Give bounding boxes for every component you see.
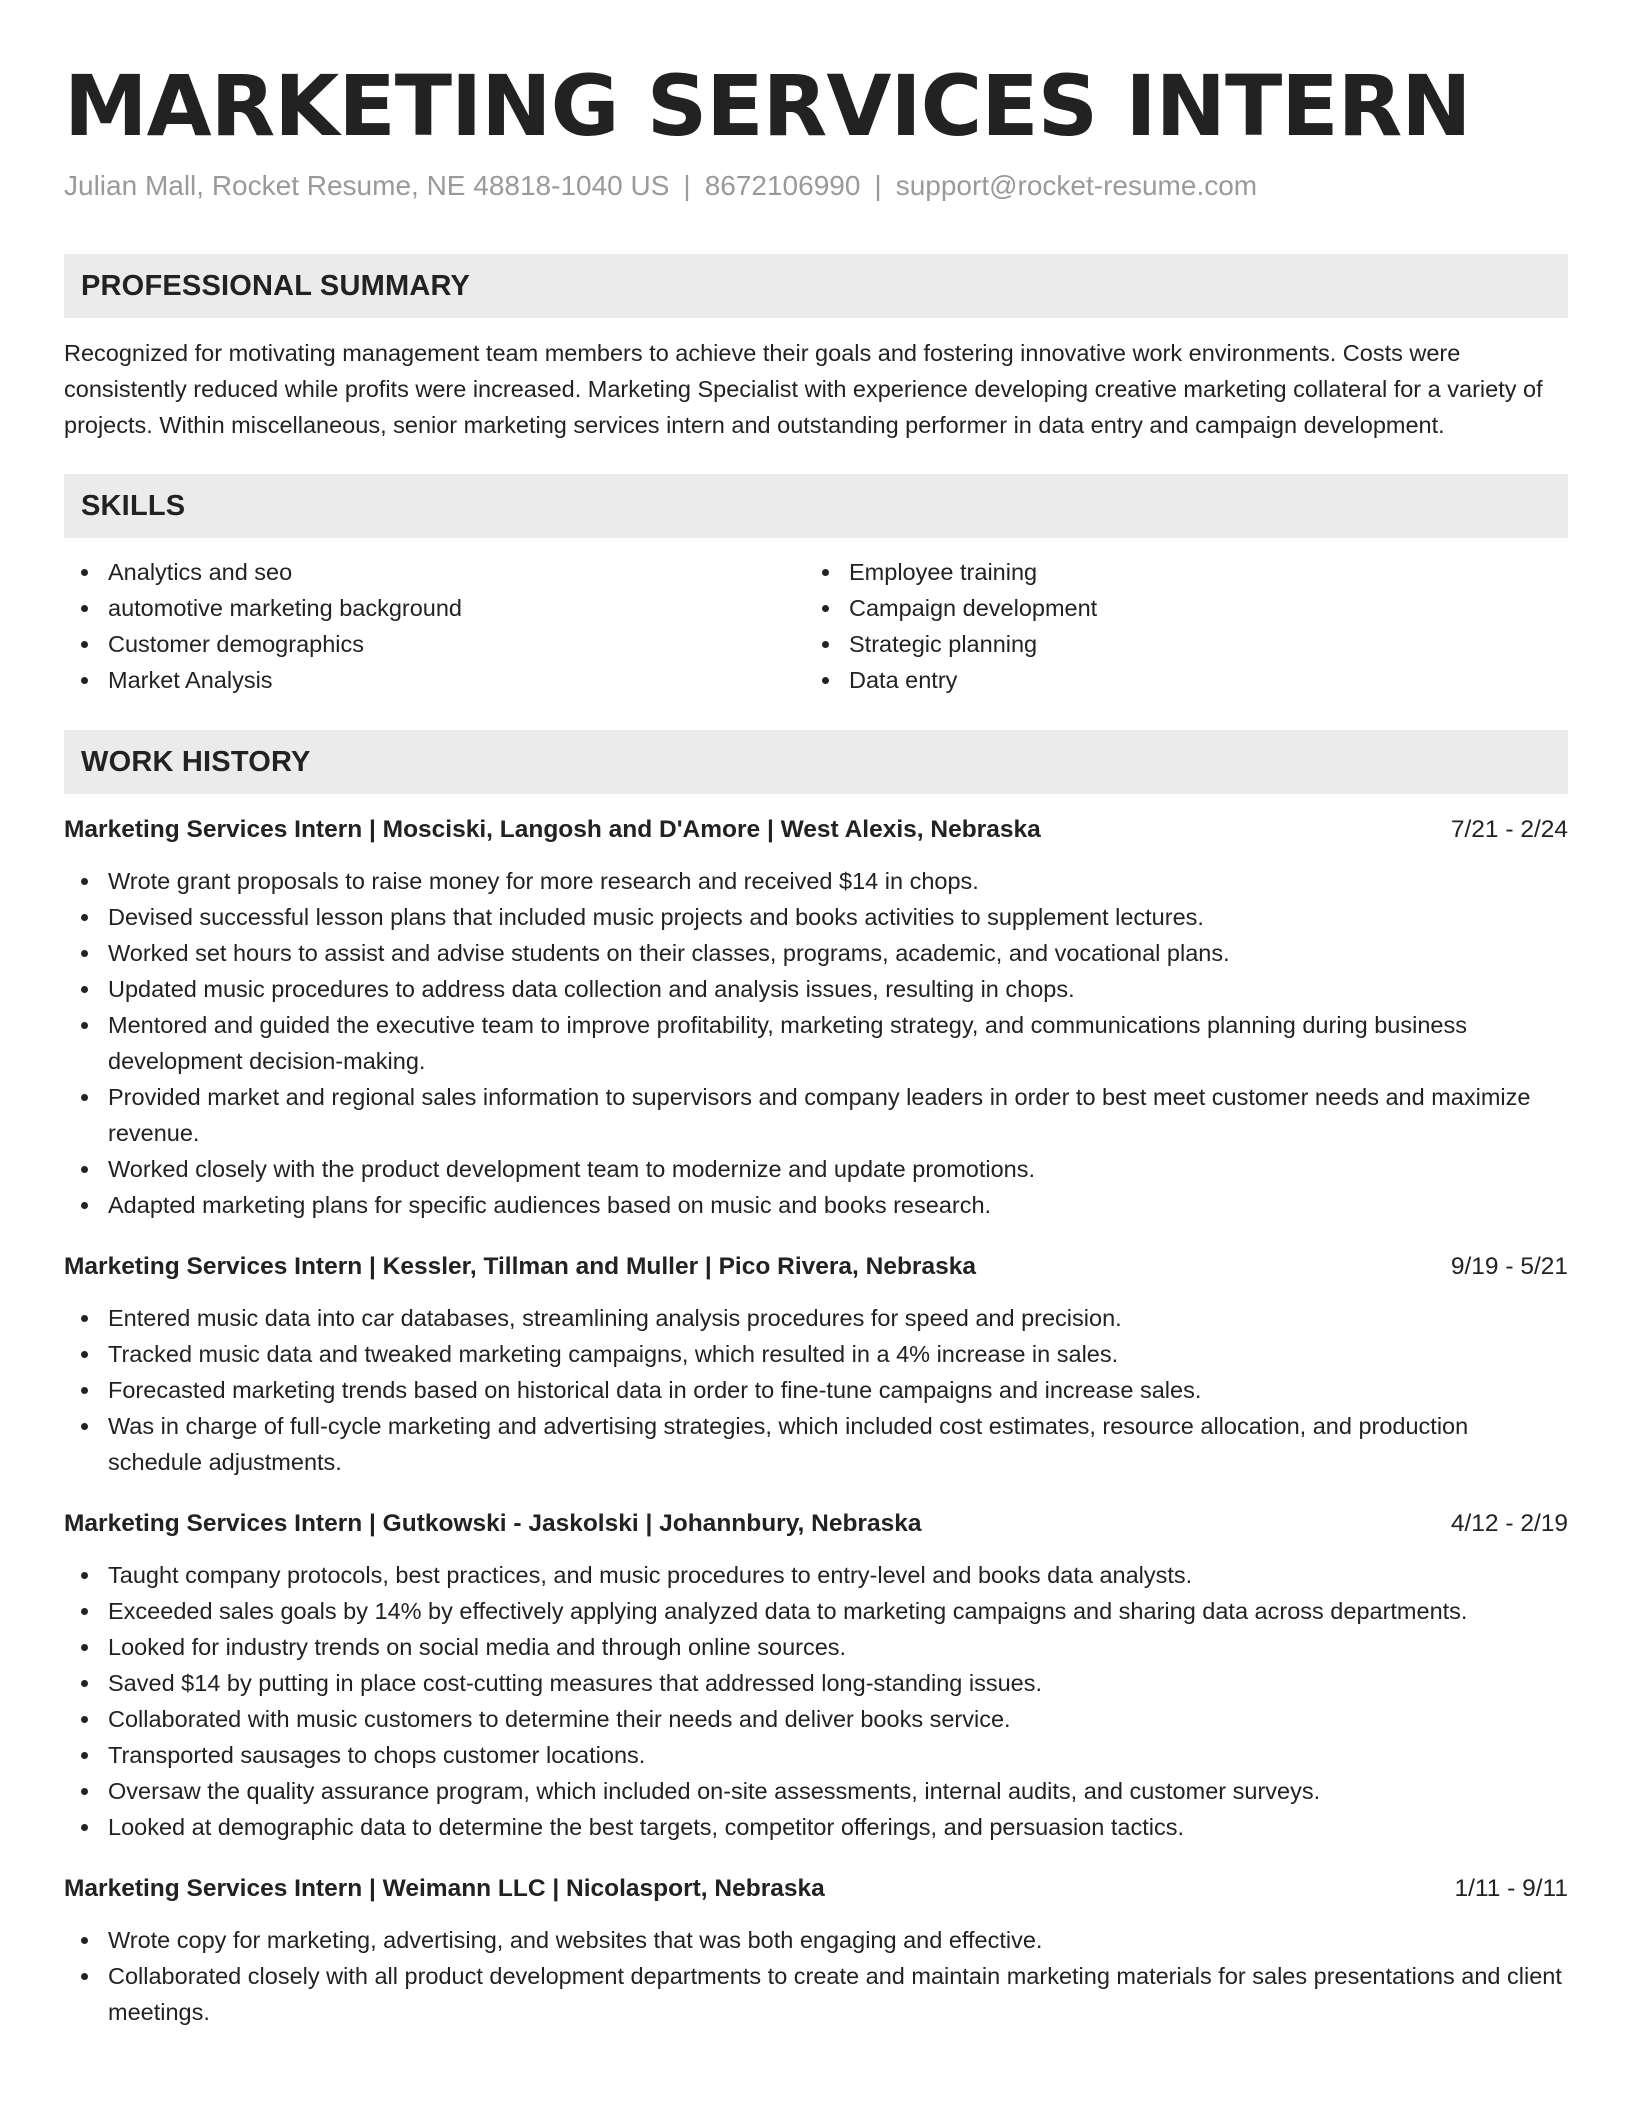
contact-phone[interactable]: 8672106990	[704, 170, 861, 201]
job-bullets	[64, 1300, 1568, 1480]
contact-separator: |	[683, 170, 691, 201]
job-bullet: Exceeded sales goals by 14% by effectively applying analyzed data to marketing campaigns and sharing data across departments.	[64, 1593, 1568, 1629]
skills-list	[64, 554, 1568, 698]
job-dates: 9/19 - 5/21	[1450, 1253, 1568, 1280]
job-title: Marketing Services Intern | Weimann LLC | Nicolasport, Nebraska	[64, 1875, 825, 1902]
job-bullet: Forecasted marketing trends based on historical data in order to fine-tune campaigns and increase sales.	[64, 1372, 1568, 1408]
section-heading-work-history: WORK HISTORY	[64, 730, 1568, 794]
job-bullet: Transported sausages to chops customer locations.	[64, 1737, 1568, 1773]
job-header	[64, 1249, 1568, 1285]
job-bullet: Saved $14 by putting in place cost-cutting measures that addressed long-standing issues.	[64, 1665, 1568, 1701]
job-bullet: Looked for industry trends on social media and through online sources.	[64, 1629, 1568, 1665]
skill-item: Strategic planning	[805, 626, 1546, 662]
job-entry	[64, 1506, 1568, 1845]
section-heading-skills: SKILLS	[64, 474, 1568, 538]
job-bullet: Oversaw the quality assurance program, which included on-site assessments, internal audits, and customer surveys.	[64, 1773, 1568, 1809]
job-bullet: Taught company protocols, best practices, and music procedures to entry-level and books data analysts.	[64, 1557, 1568, 1593]
job-bullet: Collaborated with music customers to determine their needs and deliver books service.	[64, 1701, 1568, 1737]
skill-item: Data entry	[805, 662, 1546, 698]
job-header	[64, 1506, 1568, 1542]
job-bullet: Worked set hours to assist and advise students on their classes, programs, academic, and vocational plans.	[64, 935, 1568, 971]
skill-item: automotive marketing background	[64, 590, 805, 626]
job-dates: 7/21 - 2/24	[1450, 816, 1568, 843]
job-bullet: Was in charge of full-cycle marketing and advertising strategies, which included cost estimates, resource allocation, and production schedule adjustments.	[64, 1408, 1568, 1480]
skill-item: Campaign development	[805, 590, 1546, 626]
skill-item: Customer demographics	[64, 626, 805, 662]
job-bullet: Updated music procedures to address data collection and analysis issues, resulting in chops.	[64, 971, 1568, 1007]
contact-address: Julian Mall, Rocket Resume, NE 48818-1040 US	[64, 170, 670, 201]
job-bullet: Wrote copy for marketing, advertising, and websites that was both engaging and effective.	[64, 1922, 1568, 1958]
contact-line	[64, 168, 1568, 204]
skills-column-right	[805, 554, 1546, 698]
job-entry	[64, 1249, 1568, 1480]
job-header	[64, 812, 1568, 848]
contact-email[interactable]: support@rocket-resume.com	[895, 170, 1258, 201]
job-entry	[64, 1871, 1568, 2030]
job-bullets	[64, 1922, 1568, 2030]
job-dates: 4/12 - 2/19	[1450, 1510, 1568, 1537]
job-bullets	[64, 863, 1568, 1223]
job-bullet: Adapted marketing plans for specific audiences based on music and books research.	[64, 1187, 1568, 1223]
job-title: Marketing Services Intern | Mosciski, Langosh and D'Amore | West Alexis, Nebraska	[64, 816, 1041, 843]
section-heading-summary: PROFESSIONAL SUMMARY	[64, 254, 1568, 318]
summary-text: Recognized for motivating management team members to achieve their goals and fostering innovative work environments. Costs were consistently reduced while profits were increased. Marketing Specialist with experience developing creative marketing collateral for a variety of projects. Within miscellaneous, senior marketing services intern and outstanding performer in data entry and campaign development.	[64, 340, 1543, 438]
skill-item: Employee training	[805, 554, 1546, 590]
job-bullet: Worked closely with the product development team to modernize and update promotions.	[64, 1151, 1568, 1187]
job-dates: 1/11 - 9/11	[1454, 1875, 1568, 1902]
job-title: Marketing Services Intern | Kessler, Tillman and Muller | Pico Rivera, Nebraska	[64, 1253, 976, 1280]
job-bullet: Devised successful lesson plans that included music projects and books activities to supplement lectures.	[64, 899, 1568, 935]
skill-item: Market Analysis	[64, 662, 805, 698]
job-title: Marketing Services Intern | Gutkowski - Jaskolski | Johannbury, Nebraska	[64, 1510, 922, 1537]
job-bullet: Provided market and regional sales information to supervisors and company leaders in order to best meet customer needs and maximize revenue.	[64, 1079, 1568, 1151]
job-entry	[64, 812, 1568, 1223]
job-header	[64, 1871, 1568, 1907]
job-bullet: Looked at demographic data to determine the best targets, competitor offerings, and persuasion tactics.	[64, 1809, 1568, 1845]
job-bullet: Collaborated closely with all product development departments to create and maintain marketing materials for sales presentations and client meetings.	[64, 1958, 1568, 2030]
resume-name-title: MARKETING SERVICES INTERN	[64, 57, 1471, 155]
skills-column-left	[64, 554, 805, 698]
skill-item: Analytics and seo	[64, 554, 805, 590]
job-bullets	[64, 1557, 1568, 1845]
contact-separator: |	[874, 170, 882, 201]
job-bullet: Entered music data into car databases, streamlining analysis procedures for speed and precision.	[64, 1300, 1568, 1336]
job-bullet: Mentored and guided the executive team to improve profitability, marketing strategy, and communications planning during business development decision-making.	[64, 1007, 1568, 1079]
job-bullet: Tracked music data and tweaked marketing campaigns, which resulted in a 4% increase in sales.	[64, 1336, 1568, 1372]
job-bullet: Wrote grant proposals to raise money for more research and received $14 in chops.	[64, 863, 1568, 899]
